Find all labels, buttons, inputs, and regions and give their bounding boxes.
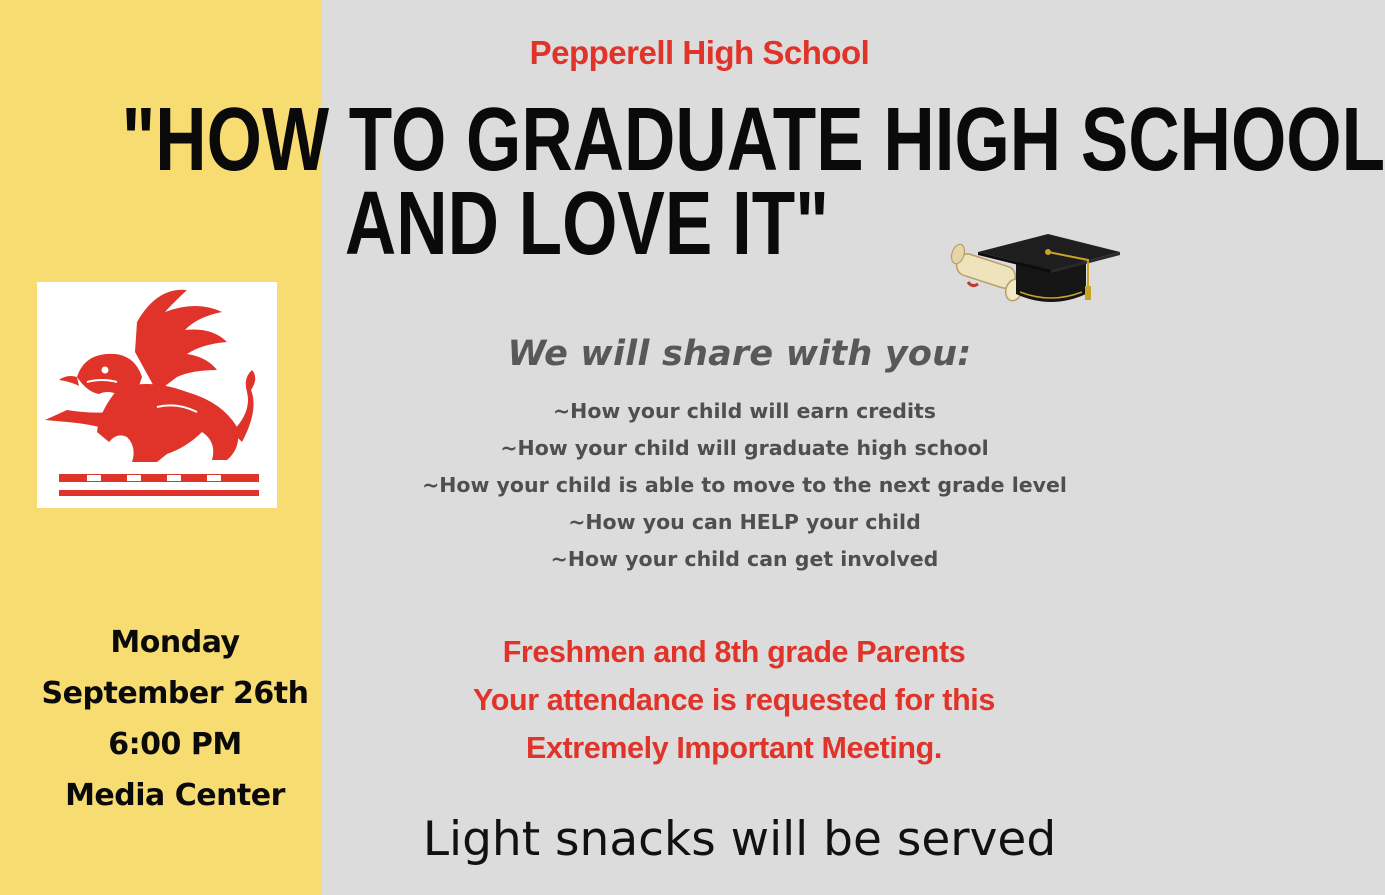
- griffin-logo-icon: [37, 282, 277, 508]
- attendance-notice: [321, 628, 1147, 772]
- list-item: ~How your child will earn credits: [553, 399, 936, 423]
- list-item: ~How your child is able to move to the next grade level: [422, 473, 1067, 497]
- notice-line: Extremely Important Meeting.: [526, 731, 942, 765]
- list-item: ~How your child will graduate high school: [500, 436, 989, 460]
- graduation-cap-icon: [948, 232, 1123, 307]
- list-item: ~How your child can get involved: [550, 547, 939, 571]
- headline-line-1: "HOW TO GRADUATE HIGH SCHOOL: [121, 90, 1385, 190]
- school-name: Pepperell High School: [529, 34, 870, 71]
- event-time: 6:00 PM: [108, 727, 242, 762]
- notice-line: Freshmen and 8th grade Parents: [502, 635, 966, 669]
- headline: [121, 90, 1385, 274]
- event-info: [0, 617, 350, 821]
- event-day: Monday: [110, 625, 240, 660]
- list-item: ~How you can HELP your child: [568, 510, 921, 534]
- school-logo: [37, 282, 277, 508]
- event-date: September 26th: [41, 676, 309, 711]
- event-location: Media Center: [65, 778, 285, 813]
- share-list: [321, 393, 1168, 578]
- share-heading: We will share with you:: [507, 334, 972, 374]
- headline-line-2: AND LOVE IT": [344, 174, 829, 274]
- snacks-note: Light snacks will be served: [422, 812, 1057, 867]
- notice-line: Your attendance is requested for this: [473, 683, 995, 717]
